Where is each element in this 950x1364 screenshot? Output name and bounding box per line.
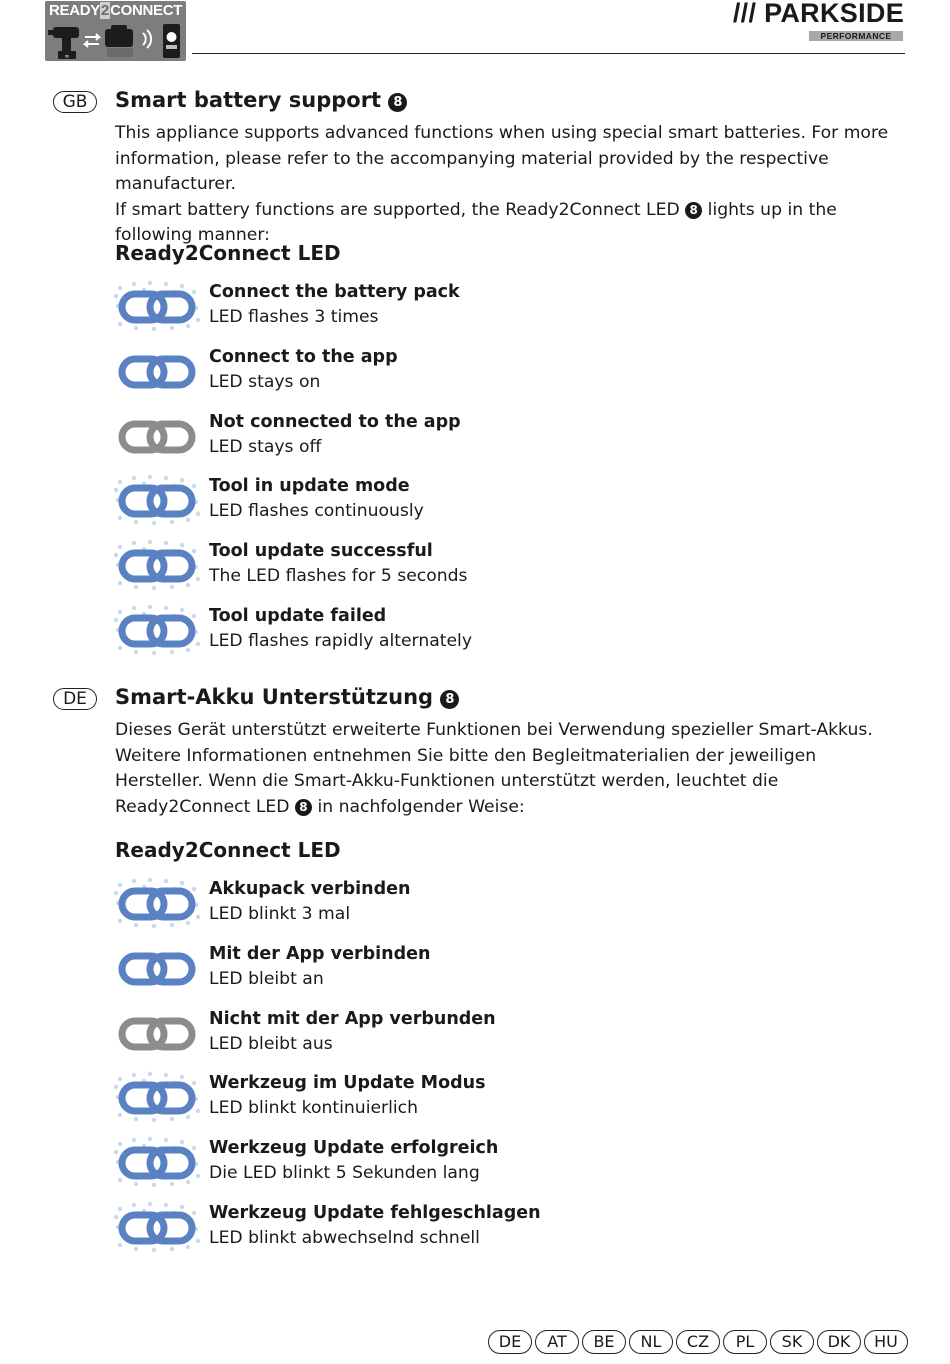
country-code-badge-nl: NL [629, 1330, 673, 1354]
led-status-description: LED flashes continuously [209, 501, 424, 522]
link-off-icon [114, 410, 200, 464]
parkside-performance-label: PERFORMANCE [809, 31, 903, 41]
country-code-badge-cz: CZ [676, 1330, 720, 1354]
led-status-description: LED bleibt aus [209, 1033, 333, 1054]
led-status-title: Nicht mit der App verbunden [209, 1008, 496, 1029]
led-status-item [114, 1203, 714, 1259]
led-status-description: Die LED blinkt 5 Sekunden lang [209, 1163, 480, 1184]
led-status-item [114, 879, 714, 935]
led-status-item [114, 606, 714, 662]
led-status-title: Tool update failed [209, 606, 387, 626]
blinking-link-icon [114, 1071, 200, 1125]
country-code-badge-be: BE [582, 1330, 626, 1354]
intro-paragraph-gb: This appliance supports advanced functions when using special smart batteries. For more information, please refer to the accompanying material provided by the respective manufacturer. If smart battery functions are supported, the Ready2Connect LED 8 lights up in the following manner: [115, 123, 889, 246]
led-subtitle-de: Ready2Connect LED [115, 838, 341, 862]
country-code-badge-pl: PL [723, 1330, 767, 1354]
led-status-title: Mit der App verbinden [209, 943, 431, 964]
led-status-description: LED blinkt kontinuierlich [209, 1098, 419, 1119]
led-status-item [114, 476, 714, 532]
country-code-badge-at: AT [535, 1330, 579, 1354]
led-status-title: Werkzeug Update erfolgreich [209, 1138, 499, 1159]
led-status-item [114, 1073, 714, 1129]
country-code-badge-hu: HU [864, 1330, 908, 1354]
led-status-description: LED flashes 3 times [209, 307, 379, 327]
blinking-link-icon [114, 1136, 200, 1190]
header-rule [192, 53, 905, 54]
country-codes-footer [488, 1330, 908, 1354]
led-status-title: Akkupack verbinden [209, 879, 411, 899]
led-status-description: LED bleibt an [209, 968, 324, 989]
lang-badge-gb: GB [53, 91, 97, 113]
blinking-link-icon [114, 877, 200, 931]
led-status-description: LED blinkt abwechselnd schnell [209, 1228, 480, 1248]
lang-badge-de: DE [53, 688, 97, 710]
country-code-badge-sk: SK [770, 1330, 814, 1354]
blinking-link-icon [114, 280, 200, 334]
country-code-badge-dk: DK [817, 1330, 861, 1354]
svg-text:∞: ∞ [64, 53, 70, 60]
blinking-link-icon [114, 539, 200, 593]
led-status-title: Tool update successful [209, 541, 433, 562]
led-status-item [114, 1009, 714, 1065]
country-code-badge-de: DE [488, 1330, 532, 1354]
led-status-description: LED stays off [209, 436, 322, 457]
led-status-description: LED stays on [209, 371, 321, 392]
led-status-item [114, 412, 714, 468]
drill-battery-app-icon [45, 21, 186, 61]
parkside-logo: /// PARKSIDE [732, 0, 904, 28]
led-status-title: Connect to the app [209, 346, 398, 367]
led-status-item [114, 944, 714, 1000]
link-on-icon [114, 942, 200, 996]
intro-paragraph-de: Dieses Gerät unterstützt erweiterte Funktionen bei Verwendung spezieller Smart-Akkus. Weitere Informationen entnehmen Sie bitte den Begleitmaterialien der jeweiligen Hersteller. Wenn die Smart-Akku-Funktionen unterstützt werden, leuchtet die Ready2Connect LED 8 in nachfolgender Weise: [115, 720, 873, 817]
blinking-link-icon [114, 604, 200, 658]
led-status-title: Connect the battery pack [209, 282, 460, 302]
led-subtitle-gb: Ready2Connect LED [115, 241, 341, 265]
ready2connect-logo-text: READY2CONNECT [49, 2, 183, 19]
blinking-link-icon [114, 474, 200, 528]
led-status-title: Werkzeug Update fehlgeschlagen [209, 1203, 541, 1223]
led-status-item [114, 347, 714, 403]
link-off-icon [114, 1007, 200, 1061]
led-status-description: The LED flashes for 5 seconds [209, 566, 468, 587]
led-status-item [114, 1138, 714, 1194]
led-status-item [114, 282, 714, 338]
ref-number-badge: 8 [685, 202, 702, 219]
link-on-icon [114, 345, 200, 399]
ref-number-badge: 8 [295, 799, 312, 816]
led-status-description: LED blinkt 3 mal [209, 904, 351, 924]
section-title-de: Smart-Akku Unterstützung 8 [115, 685, 459, 709]
ready2connect-logo [45, 1, 186, 61]
led-status-item [114, 541, 714, 597]
led-status-title: Not connected to the app [209, 411, 461, 432]
led-status-title: Tool in update mode [209, 476, 410, 497]
blinking-link-icon [114, 1201, 200, 1255]
section-title-gb: Smart battery support 8 [115, 88, 407, 112]
led-status-title: Werkzeug im Update Modus [209, 1073, 486, 1094]
ref-number-badge: 8 [388, 93, 407, 112]
led-status-description: LED flashes rapidly alternately [209, 631, 473, 651]
ref-number-badge: 8 [440, 690, 459, 709]
